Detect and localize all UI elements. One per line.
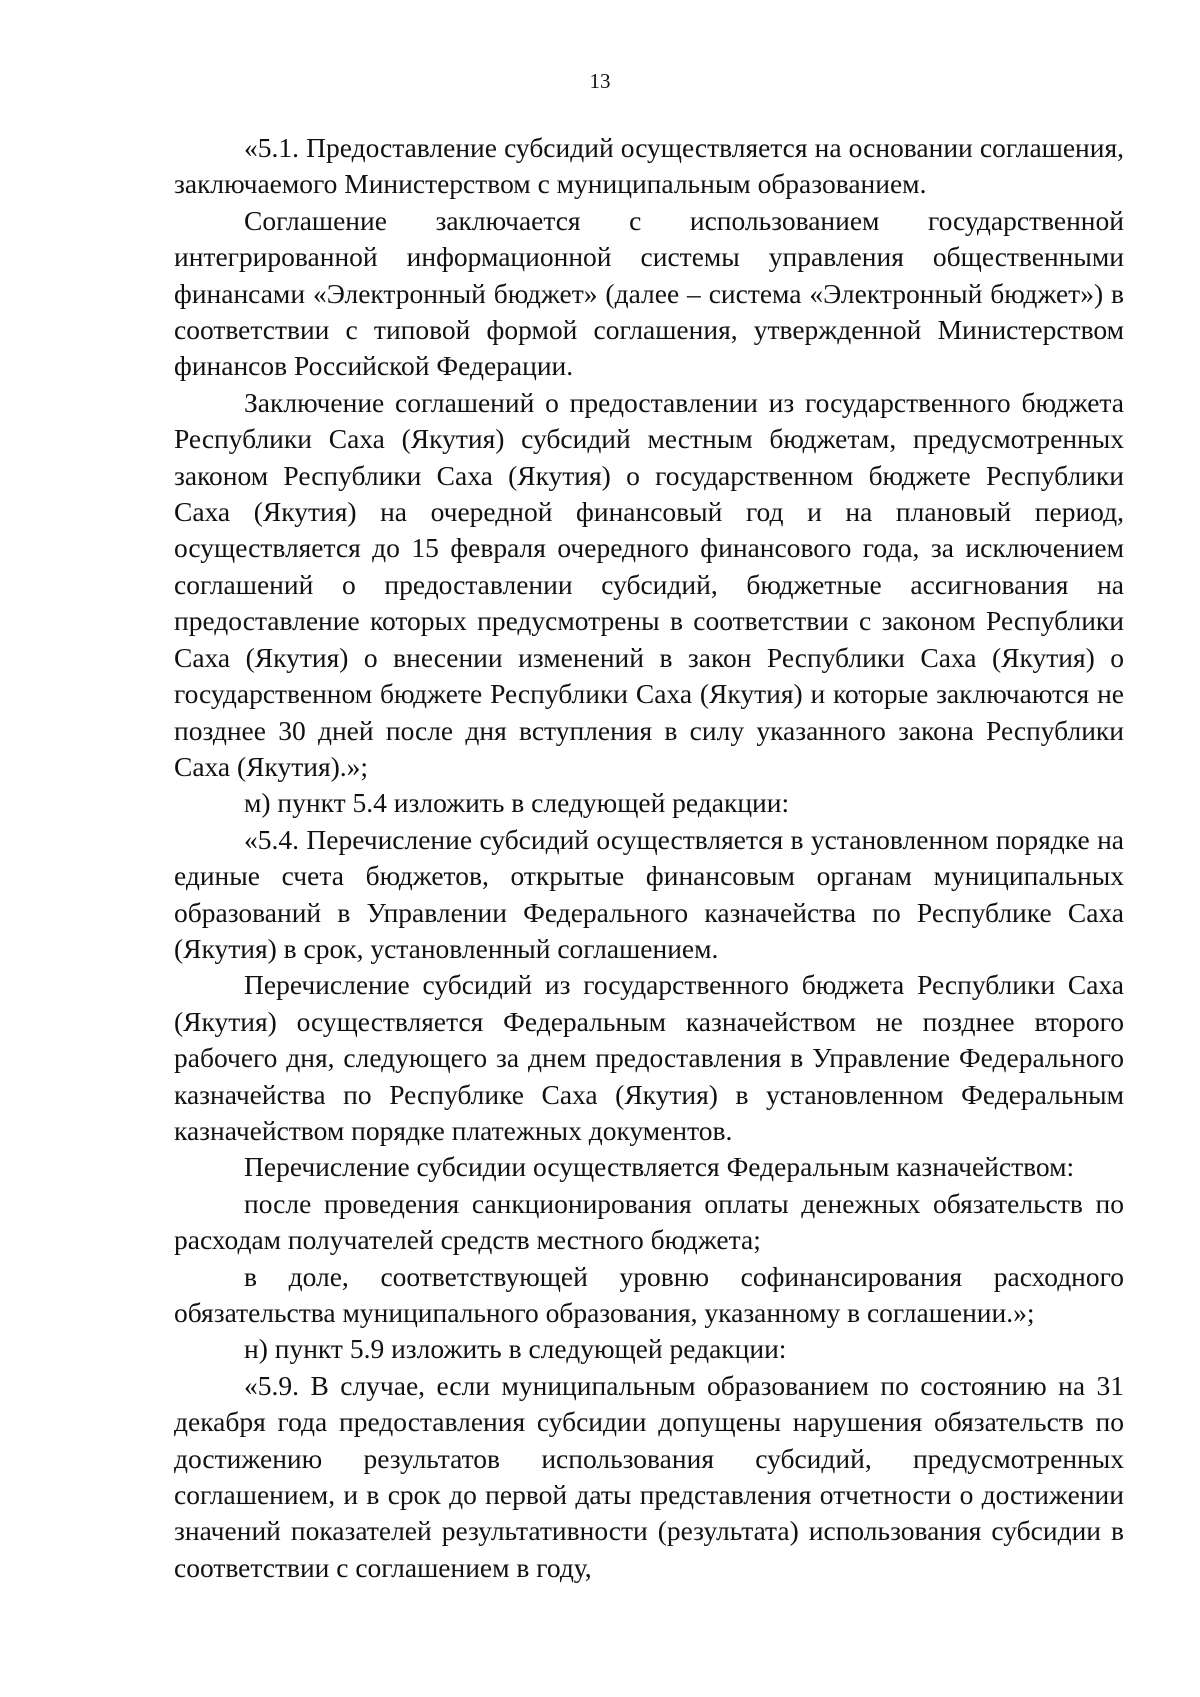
paragraph-condition-share: в доле, соответствующей уровню софинансирования расходного обязательства муниципального образования, указанному в соглашении.»; [174,1260,1124,1328]
paragraph-5-1: «5.1. Предоставление субсидий осуществляется на основании соглашения, заключаемого Министерством с муниципальным образованием. [174,132,1124,200]
page-number: 13 [589,69,611,93]
paragraph-item-m: м) пункт 5.4 изложить в следующей редакции: [244,787,790,819]
paragraph-agreement-deadline: Заключение соглашений о предоставлении из государственного бюджета Республики Саха (Якутия) субсидий местным бюджетам, предусмотренных законом Республики Саха (Якутия) о государственном бюджете Республики Саха (Якутия) на очередной финансовый год и на плановый период, осуществляется до 15 февраля очередного финансового года, за исключением соглашений о предоставлении субсидий, бюджетные ассигнования на предоставление которых предусмотрены в соответствии с законом Республики Саха (Якутия) о внесении изменений в закон Республики Саха (Якутия) о государственном бюджете Республики Саха (Якутия) и которые заключаются не позднее 30 дней после дня вступления в силу указанного закона Республики Саха (Якутия).»; [174,386,1124,782]
paragraph-5-9: «5.9. В случае, если муниципальным образованием по состоянию на 31 декабря года предоставления субсидии допущены нарушения обязательств по достижению результатов использования субсидий, предусмотренных соглашением, и в срок до первой даты представления отчетности о достижении значений показателей результативности (результата) использования субсидии в соответствии с соглашением в году, [174,1369,1124,1583]
paragraph-5-4: «5.4. Перечисление субсидий осуществляется в установленном порядке на единые счета бюджетов, открытые финансовым органам муниципальных образований в Управлении Федерального казначейства по Республике Саха (Якутия) в срок, установленный соглашением. [174,823,1124,964]
paragraph-condition-sanction: после проведения санкционирования оплаты денежных обязательств по расходам получателей средств местного бюджета; [174,1187,1124,1256]
paragraph-transfer-conditions: Перечисление субсидии осуществляется Федеральным казначейством: [244,1151,1075,1183]
paragraph-transfer-treasury: Перечисление субсидий из государственного бюджета Республики Саха (Якутия) осуществляется Федеральным казначейством не позднее второго рабочего дня, следующего за днем предоставления в Управление Федерального казначейства по Республике Саха (Якутия) в установленном Федеральным казначейством порядке платежных документов. [174,969,1124,1146]
paragraph-agreement-system: Соглашение заключается с использованием государственной интегрированной информационной системы управления общественными финансами «Электронный бюджет» (далее – система «Электронный бюджет») в соответствии с типовой формой соглашения, утвержденной Министерством финансов Российской Федерации. [174,204,1124,382]
paragraph-item-n: н) пункт 5.9 изложить в следующей редакции: [244,1333,787,1365]
document-body [174,130,1124,1586]
